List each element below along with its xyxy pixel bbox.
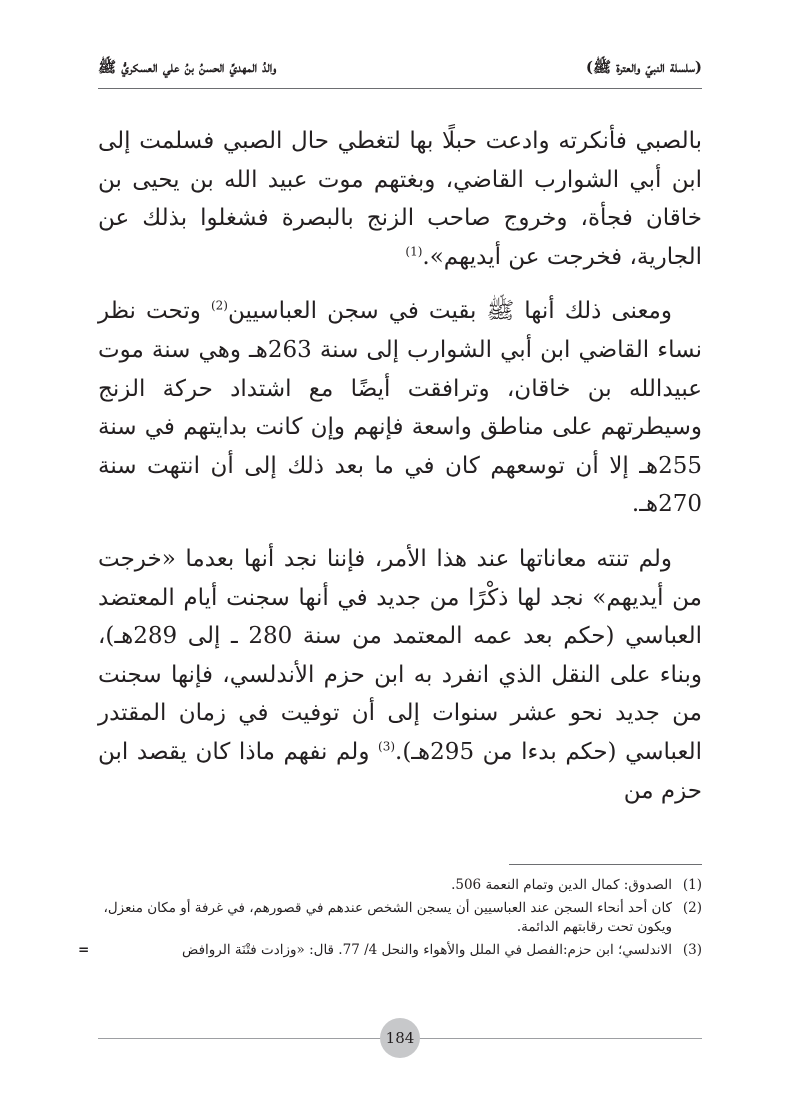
footnote-2: [82, 899, 702, 937]
footnote-number: (3): [682, 942, 702, 958]
footnote-text: كان أحد أنحاء السجن عند العباسيين أن يسجن الشخص عندهم في قصورهم، في غرفة أو مكان منعزل، ويكون تحت رقابتهم الدائمة.: [103, 900, 672, 935]
footnote-ref-3[interactable]: (3): [378, 739, 396, 754]
footnote-1: [82, 876, 702, 895]
page-number-badge: [380, 1018, 420, 1058]
paragraph-1: [98, 122, 702, 276]
chapter-title: والدُ المهديِّ الحسنُ بنُ علي العسكريُّ ﷺ: [98, 58, 277, 76]
footnote-separator: [509, 864, 702, 865]
paragraph-3-text-after: ولم نفهم ماذا كان يقصد ابن حزم من: [98, 738, 702, 804]
footnote-continuation-marker: =: [78, 942, 90, 958]
running-header: [98, 50, 702, 89]
paragraph-2: [98, 292, 702, 524]
paragraph-1-text: بالصبي فأنكرته وادعت حبلًا بها لتغطي حال الصبي فسلمت إلى ابن أبي الشوارب القاضي، وبغتهم موت عبيد الله بن يحيى بن خاقان فجأة، وخروج صاحب الزنج بالبصرة فشغلوا بذلك عن الجارية، فخرجت عن أيديهم».: [98, 128, 702, 270]
footnote-text: الصدوق: كمال الدين وتمام النعمة 506.: [451, 877, 672, 893]
series-title: (سلسلة النبيّ والعترة ﷺ): [585, 58, 702, 76]
page-number: 184: [385, 1029, 415, 1047]
page-footer: [98, 1018, 702, 1058]
footnote-number: (1): [682, 877, 702, 893]
footnote-ref-2[interactable]: (2): [210, 298, 228, 313]
footnote-text: الاندلسي؛ ابن حزم:الفصل في الملل والأهواء والنحل 4/ 77. قال: «وزادت فتْنَة الروافض: [182, 942, 672, 958]
footnotes: [78, 876, 702, 964]
paragraph-3-text: ولم تنته معاناتها عند هذا الأمر، فإننا نجد أنها بعدما «خرجت من أيديهم» نجد لها ذكْرًا من جديد في أنها سجنت أيام المعتضد العباسي (حكم بعد عمه المعتمد من سنة 280 ـ إلى 289هـ)، وبناء على النقل الذي انفرد به ابن حزم الأندلسي، فإنها سجنت من جديد نحو عشر سنوات إلى أن توفيت في زمان المقتدر العباسي (حكم بدءا من 295هـ).: [98, 545, 702, 765]
footnote-3: [78, 941, 702, 960]
main-text: [98, 122, 702, 826]
paragraph-2-text: ومعنى ذلك أنها ﷺ بقيت في سجن العباسيين: [227, 298, 672, 325]
footnote-number: (2): [682, 900, 702, 916]
paragraph-3: [98, 540, 702, 810]
footnote-ref-1[interactable]: (1): [405, 244, 423, 259]
paragraph-2-text-after: وتحت نظر نساء القاضي ابن أبي الشوارب إلى سنة 263هـ وهي سنة موت عبيدالله بن خاقان، وترافقت أيضًا مع اشتداد حركة الزنج وسيطرتهم على مناطق واسعة فإنهم وإن كانت بدايتهم في سنة 255هـ إلا أن توسعهم كان في ما بعد ذلك إلى أن انتهت سنة 270هـ.: [98, 298, 702, 518]
